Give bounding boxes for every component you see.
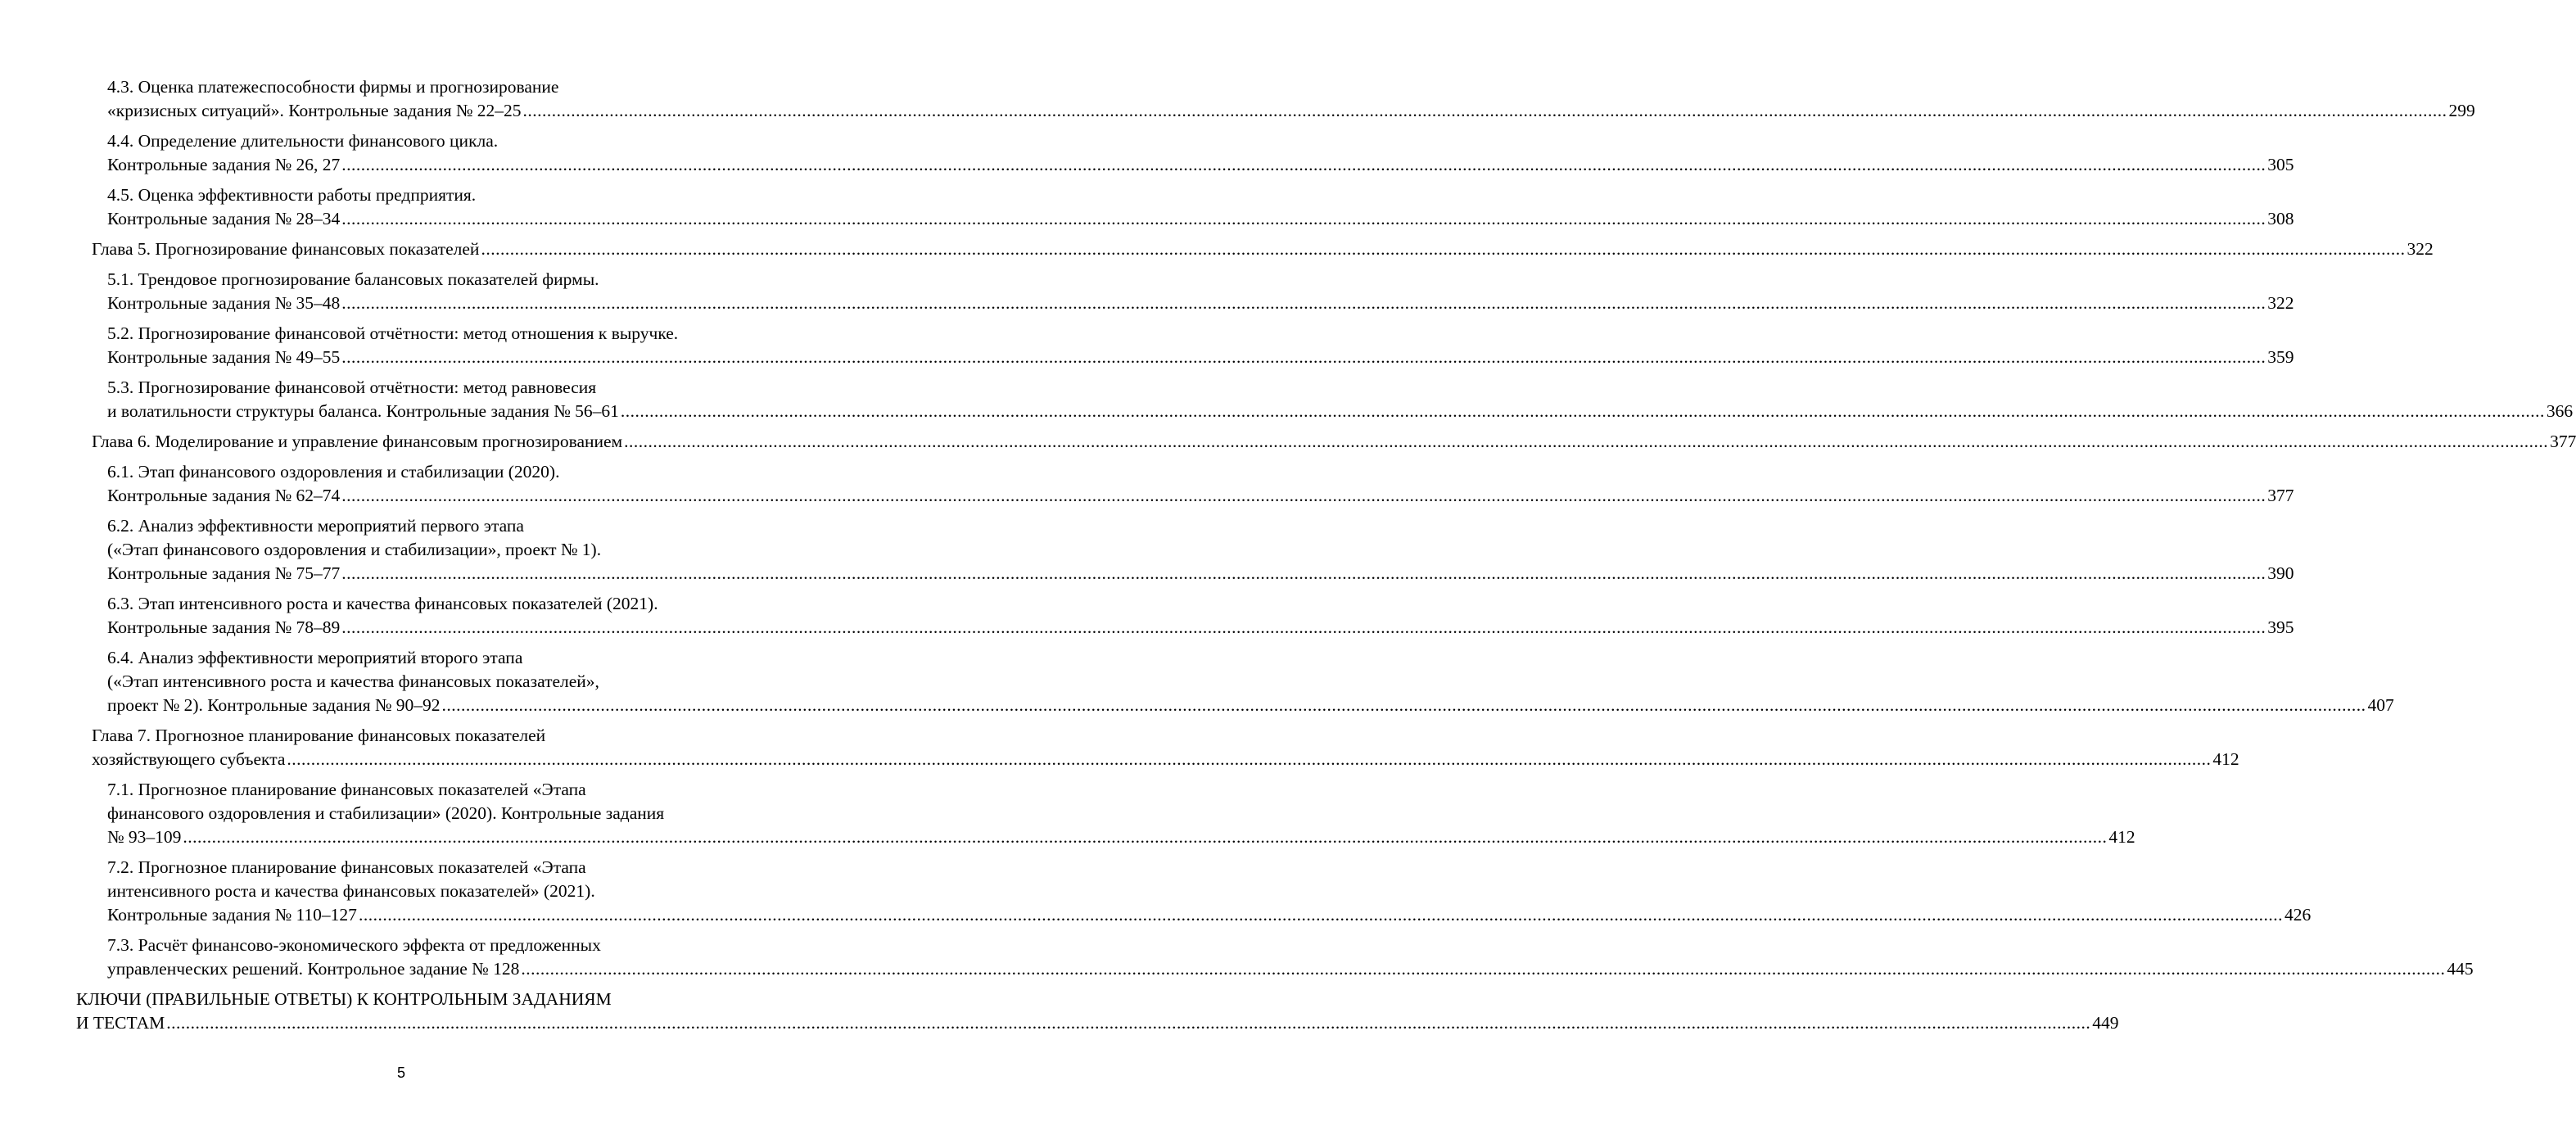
toc-entry-last-line — [0, 957, 2474, 981]
dot-leader: ................................................................................................................................................................................................................................................................................................................................................................................................................ — [287, 749, 2212, 769]
dot-leader: ................................................................................................................................................................................................................................................................................................................................................................................................................ — [166, 1013, 2091, 1033]
toc-entry-text: Глава 5. Прогнозирование финансовых показателей — [92, 239, 480, 259]
toc-entry-text: («Этап финансового оздоровления и стабилизации», проект № 1). — [107, 540, 602, 559]
toc-entry-text: 7.3. Расчёт финансово-экономического эффекта от предложенных — [107, 935, 601, 955]
toc-entry-text: хозяйствующего субъекта — [92, 749, 286, 769]
toc-page-number: 359 — [2267, 347, 2294, 367]
toc-entry-text: Контрольные задания № 35–48 — [107, 293, 341, 313]
toc-entry-last-line — [0, 616, 2294, 640]
toc-page-number: 366 — [2546, 401, 2574, 421]
toc-entry-text: Контрольные задания № 62–74 — [107, 486, 341, 505]
toc-entry[interactable] — [0, 646, 2394, 717]
toc-page-number: 322 — [2407, 239, 2434, 259]
toc-entry-text: 4.4. Определение длительности финансового цикла. — [107, 131, 499, 151]
toc-page-number: 412 — [2108, 827, 2135, 847]
toc-entry-text: («Этап интенсивного роста и качества финансовых показателей», — [107, 672, 599, 691]
toc-entry-text: 6.2. Анализ эффективности мероприятий первого этапа — [107, 516, 524, 536]
toc-page-number: 377 — [2550, 432, 2576, 451]
toc-entry-text: и волатильности структуры баланса. Контрольные задания № 56–61 — [107, 401, 619, 421]
page-number: 5 — [396, 1065, 405, 1081]
toc-entry-text: Контрольные задания № 78–89 — [107, 617, 341, 637]
toc-entry-text: финансового оздоровления и стабилизации» (2020). Контрольные задания — [107, 803, 665, 823]
dot-leader: ................................................................................................................................................................................................................................................................................................................................................................................................................ — [341, 347, 2266, 367]
toc-entry-text: 5.2. Прогнозирование финансовой отчётности: метод отношения к выручке. — [107, 323, 679, 343]
toc-entry[interactable] — [0, 856, 2312, 927]
toc-entry-last-line — [0, 825, 2135, 849]
toc-entry-last-line — [0, 484, 2294, 508]
toc-entry-text: 5.3. Прогнозирование финансовой отчётности: метод равновесия — [107, 378, 597, 397]
toc-entry-text: проект № 2). Контрольные задания № 90–92 — [107, 695, 441, 715]
toc-entry-last-line — [0, 903, 2312, 927]
toc-entry-last-line — [0, 153, 2294, 177]
toc-entry-text: 4.3. Оценка платежеспособности фирмы и прогнозирование — [107, 77, 559, 97]
toc-entry-text: И ТЕСТАМ — [76, 1013, 165, 1033]
toc-entry-last-line — [0, 207, 2294, 231]
dot-leader: ................................................................................................................................................................................................................................................................................................................................................................................................................ — [358, 905, 2283, 925]
toc-page-number: 412 — [2212, 749, 2239, 769]
toc-entry-last-line — [0, 562, 2294, 586]
dot-leader: ................................................................................................................................................................................................................................................................................................................................................................................................................ — [341, 155, 2266, 174]
toc-entry[interactable] — [0, 592, 2294, 640]
toc-page-number: 445 — [2447, 959, 2474, 979]
toc-entry-text: 6.4. Анализ эффективности мероприятий второго этапа — [107, 648, 523, 667]
toc-entry-text: Контрольные задания № 26, 27 — [107, 155, 341, 174]
toc-entry[interactable] — [0, 430, 2576, 454]
toc-entry-last-line — [0, 694, 2394, 717]
dot-leader: ................................................................................................................................................................................................................................................................................................................................................................................................................ — [441, 695, 2366, 715]
toc-entry-text: Глава 7. Прогнозное планирование финансовых показателей — [92, 726, 546, 745]
toc-entry[interactable] — [0, 183, 2294, 231]
toc-entry-text: 5.1. Трендовое прогнозирование балансовых показателей фирмы. — [107, 269, 599, 289]
toc-entry-last-line — [0, 292, 2294, 315]
toc-entry[interactable] — [0, 934, 2474, 981]
toc-entry[interactable] — [0, 376, 2574, 423]
toc-entry-last-line — [0, 748, 2239, 771]
toc-entry-last-line — [0, 237, 2434, 261]
dot-leader: ................................................................................................................................................................................................................................................................................................................................................................................................................ — [624, 432, 2549, 451]
toc-entry-text: 4.5. Оценка эффективности работы предприятия. — [107, 185, 477, 205]
toc-entry-last-line — [0, 400, 2574, 423]
toc-entry-text: Глава 6. Моделирование и управление финансовым прогнозированием — [92, 432, 623, 451]
toc-entry[interactable] — [0, 268, 2294, 315]
toc-entry-text: интенсивного роста и качества финансовых показателей» (2021). — [107, 881, 595, 901]
dot-leader: ................................................................................................................................................................................................................................................................................................................................................................................................................ — [620, 401, 2545, 421]
toc-entry[interactable] — [0, 75, 2475, 123]
toc-entry-text: № 93–109 — [107, 827, 182, 847]
toc-page-number: 390 — [2267, 563, 2294, 583]
toc-entry-text: Контрольные задания № 75–77 — [107, 563, 341, 583]
toc-entry-text: 6.1. Этап финансового оздоровления и стабилизации (2020). — [107, 462, 560, 482]
toc-page-number: 322 — [2267, 293, 2294, 313]
toc-page-number: 449 — [2092, 1013, 2119, 1033]
toc-entry-text: управленческих решений. Контрольное задание № 128 — [107, 959, 520, 979]
dot-leader: ................................................................................................................................................................................................................................................................................................................................................................................................................ — [341, 293, 2266, 313]
toc-entry-text: 6.3. Этап интенсивного роста и качества финансовых показателей (2021). — [107, 594, 658, 613]
dot-leader: ................................................................................................................................................................................................................................................................................................................................................................................................................ — [183, 827, 2108, 847]
toc-entry[interactable] — [0, 460, 2294, 508]
toc-page-number: 426 — [2284, 905, 2312, 925]
toc-entry[interactable] — [0, 129, 2294, 177]
dot-leader: ................................................................................................................................................................................................................................................................................................................................................................................................................ — [341, 563, 2266, 583]
dot-leader: ................................................................................................................................................................................................................................................................................................................................................................................................................ — [522, 101, 2447, 120]
toc-entry-text: 7.1. Прогнозное планирование финансовых показателей «Этапа — [107, 780, 586, 799]
toc-page-number: 299 — [2448, 101, 2475, 120]
toc-entry-text: КЛЮЧИ (ПРАВИЛЬНЫЕ ОТВЕТЫ) К КОНТРОЛЬНЫМ ЗАДАНИЯМ — [76, 989, 612, 1009]
dot-leader: ................................................................................................................................................................................................................................................................................................................................................................................................................ — [341, 209, 2266, 228]
toc-entry[interactable] — [0, 988, 2119, 1035]
toc-entry-last-line — [0, 430, 2576, 454]
toc-entry-last-line — [0, 99, 2475, 123]
toc-entry-text: 7.2. Прогнозное планирование финансовых показателей «Этапа — [107, 857, 586, 877]
toc-entry-text: Контрольные задания № 49–55 — [107, 347, 341, 367]
toc-page-number: 305 — [2267, 155, 2294, 174]
toc-entry[interactable] — [0, 724, 2239, 771]
dot-leader: ................................................................................................................................................................................................................................................................................................................................................................................................................ — [521, 959, 2446, 979]
toc-entry[interactable] — [0, 322, 2294, 369]
toc-entry-last-line — [0, 346, 2294, 369]
dot-leader: ................................................................................................................................................................................................................................................................................................................................................................................................................ — [341, 617, 2266, 637]
toc-entry-text: Контрольные задания № 110–127 — [107, 905, 357, 925]
toc-entry[interactable] — [0, 514, 2294, 586]
toc-page-number: 407 — [2367, 695, 2394, 715]
toc-page-number: 377 — [2267, 486, 2294, 505]
toc-page-number: 395 — [2267, 617, 2294, 637]
table-of-contents — [0, 75, 2576, 1042]
toc-entry-text: Контрольные задания № 28–34 — [107, 209, 341, 228]
toc-entry-text: «кризисных ситуаций». Контрольные задания № 22–25 — [107, 101, 522, 120]
dot-leader: ................................................................................................................................................................................................................................................................................................................................................................................................................ — [481, 239, 2406, 259]
toc-entry[interactable] — [0, 778, 2135, 849]
toc-page-number: 308 — [2267, 209, 2294, 228]
dot-leader: ................................................................................................................................................................................................................................................................................................................................................................................................................ — [341, 486, 2266, 505]
toc-entry[interactable] — [0, 237, 2434, 261]
toc-entry-last-line — [0, 1011, 2119, 1035]
